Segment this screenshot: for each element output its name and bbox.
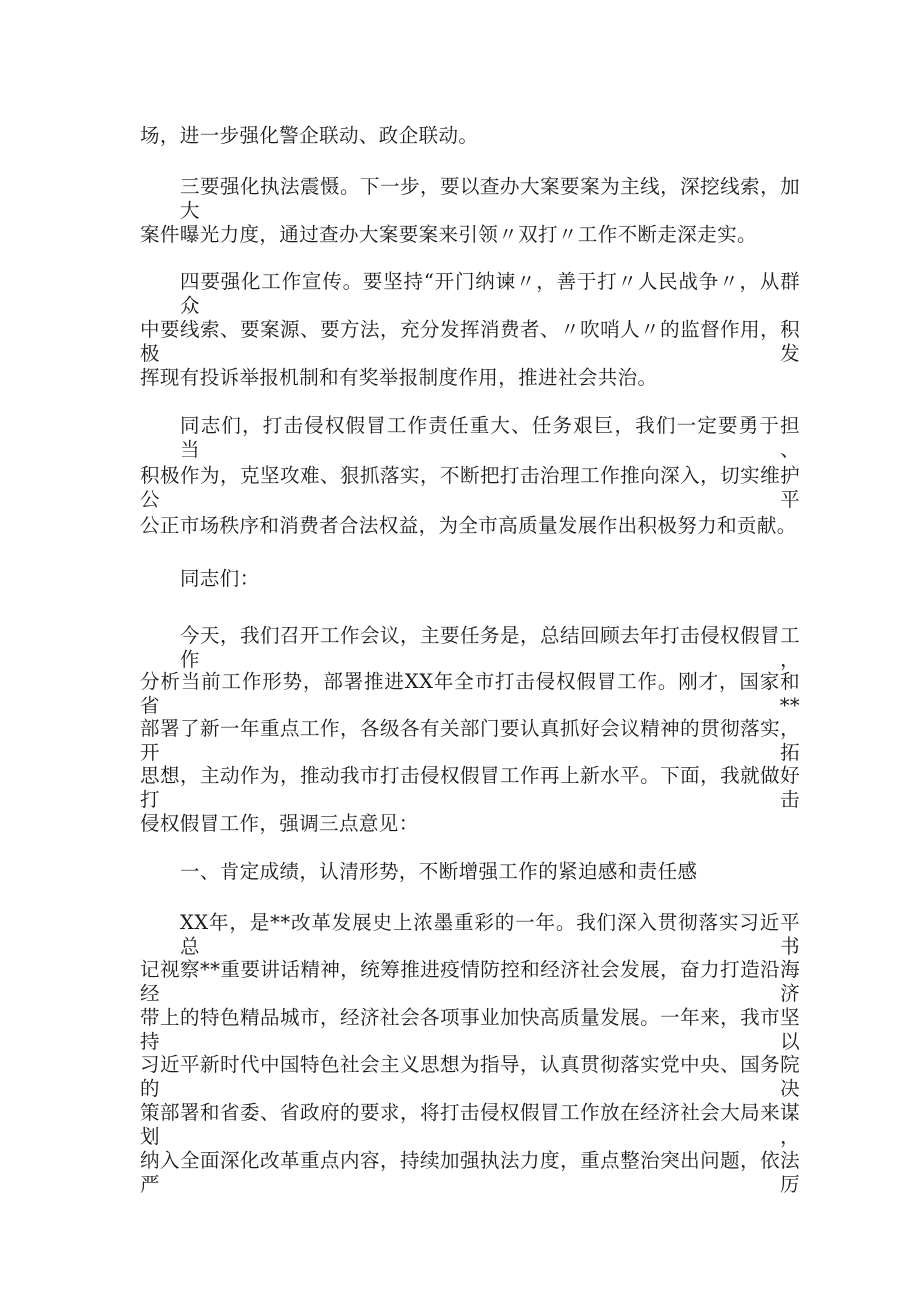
text-line: 积极作为，克坚攻难、狠抓落实，不断把打击治理工作推向深入，切实维护公平 <box>140 464 800 511</box>
text-line: 侵权假冒工作，强调三点意见： <box>140 812 419 835</box>
text-line: 同志们，打击侵权假冒工作责任重大、任务艰巨，我们一定要勇于担当、 <box>180 414 800 461</box>
text-line: 三要强化执法震慑。下一步，要以查办大案要案为主线，深挖线索，加大 <box>180 175 800 222</box>
text-line: 部署了新一年重点工作，各级各有关部门要认真抓好会议精神的贯彻落实，开拓 <box>140 717 800 764</box>
text-line: XX年，是**改革发展史上浓墨重彩的一年。我们深入贯彻落实习近平总书 <box>180 911 800 958</box>
text-line: 纳入全面深化改革重点内容，持续加强执法力度，重点整治突出问题，依法严厉 <box>140 1149 800 1196</box>
text-line: 策部署和省委、省政府的要求，将打击侵权假冒工作放在经济社会大局来谋划， <box>140 1101 800 1148</box>
text-line: 中要线索、要案源、要方法，充分发挥消费者、〃吹哨人〃的监督作用，积极发 <box>140 318 800 365</box>
text-line: 思想，主动作为，推动我市打击侵权假冒工作再上新水平。下面，我就做好打击 <box>140 764 800 811</box>
text-line: 场，进一步强化警企联动、政企联动。 <box>140 124 479 147</box>
text-line: 案件曝光力度，通过查办大案要案来引领〃双打〃工作不断走深走实。 <box>140 223 757 246</box>
text-line: 分析当前工作形势，部署推进XX年全市打击侵权假冒工作。刚才，国家和省** <box>140 670 800 717</box>
text-line: 同志们： <box>180 567 260 590</box>
text-line: 习近平新时代中国特色社会主义思想为指导，认真贯彻落实党中央、国务院的决 <box>140 1053 800 1100</box>
text-line: 挥现有投诉举报机制和有奖举报制度作用，推进社会共治。 <box>140 366 658 389</box>
text-line: 带上的特色精品城市，经济社会各项事业加快高质量发展。一年来，我市坚持以 <box>140 1006 800 1053</box>
text-line: 公正市场秩序和消费者合法权益，为全市高质量发展作出积极努力和贡献。 <box>140 514 797 537</box>
text-line: 四要强化工作宣传。要坚持“开门纳谏〃，善于打〃人民战争〃，从群众 <box>180 270 800 317</box>
section-heading: 一、肯定成绩，认清形势，不断增强工作的紧迫感和责任感 <box>180 860 698 883</box>
text-line: 今天，我们召开工作会议，主要任务是，总结回顾去年打击侵权假冒工作， <box>180 624 800 671</box>
text-line: 记视察**重要讲话精神，统筹推进疫情防控和经济社会发展，奋力打造沿海经济 <box>140 958 800 1005</box>
